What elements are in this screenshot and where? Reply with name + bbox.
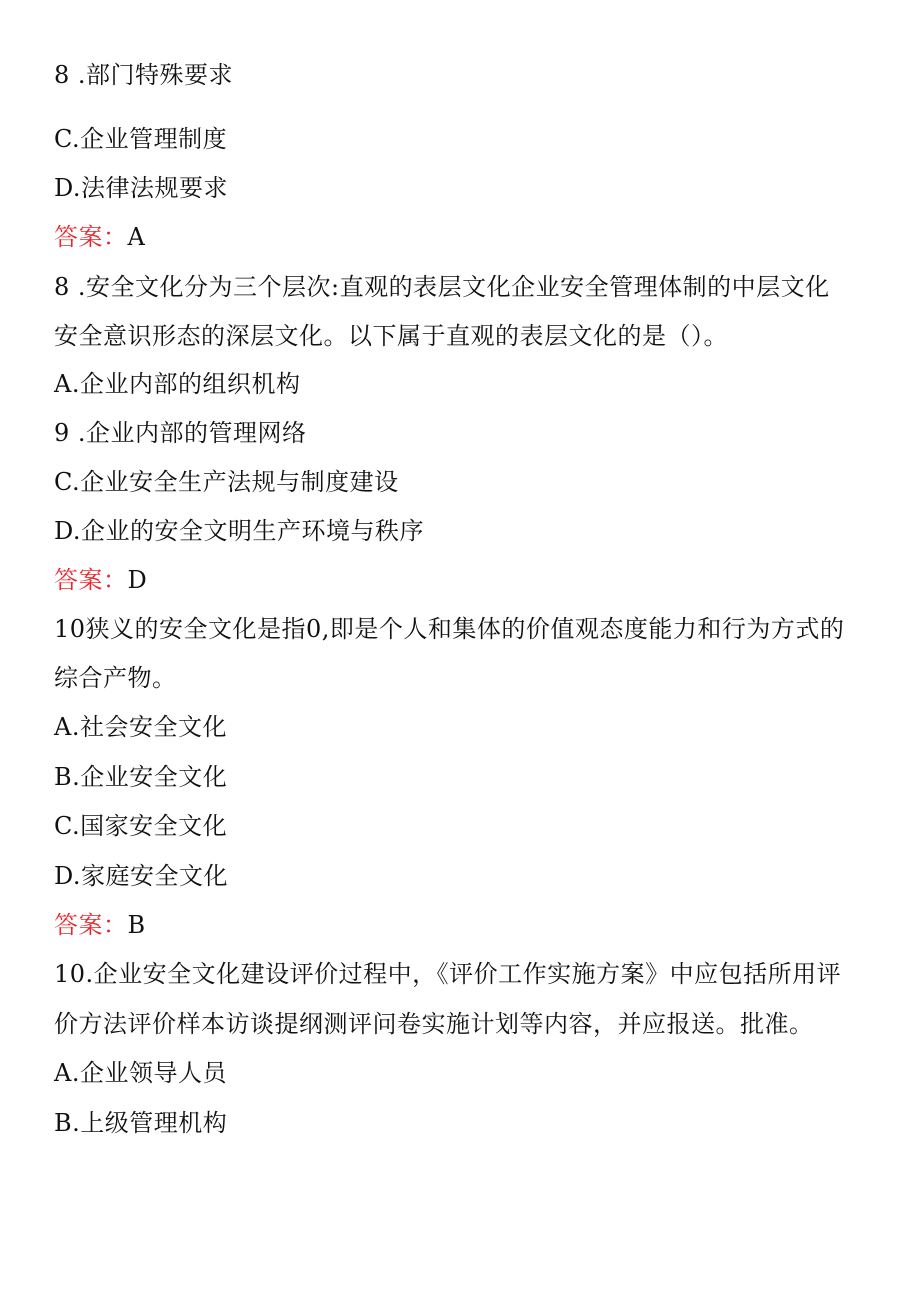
answer-line [54, 910, 146, 940]
answer-value: A [127, 223, 146, 251]
question-text: 10.企业安全文化建设评价过程中，《评价工作实施方案》中应包括所用评 [54, 960, 842, 988]
answer-line [54, 565, 147, 595]
option-c: C.国家安全文化 [54, 812, 228, 840]
option-a: A.企业内部的组织机构 [54, 370, 301, 398]
option-c: C.企业管理制度 [54, 125, 228, 153]
option-b: 9 .企业内部的管理网络 [54, 419, 307, 447]
option-a: A.企业领导人员 [54, 1059, 227, 1087]
option-c: C.企业安全生产法规与制度建设 [54, 468, 399, 496]
question-text-cont: 安全意识形态的深层文化。以下属于直观的表层文化的是（）。 [54, 322, 728, 350]
question-text: 10狭义的安全文化是指0,即是个人和集体的价值观态度能力和行为方式的 [54, 615, 845, 643]
answer-label: 答案： [54, 223, 128, 251]
question-text-cont: 价方法评价样本访谈提纲测评问卷实施计划等内容，并应报送。批准。 [54, 1010, 814, 1038]
option-d: D.法律法规要求 [54, 174, 229, 202]
option-d: D.家庭安全文化 [54, 862, 229, 890]
option-d: D.企业的安全文明生产环境与秩序 [54, 517, 425, 545]
answer-value: B [127, 911, 146, 939]
answer-label: 答案： [54, 911, 128, 939]
option-b: B.上级管理机构 [54, 1109, 228, 1137]
answer-label: 答案： [54, 566, 128, 594]
option-b: B.企业安全文化 [54, 763, 228, 791]
answer-value: D [127, 566, 148, 594]
option-a: A.社会安全文化 [54, 713, 227, 741]
option-b: 8 .部门特殊要求 [54, 61, 234, 89]
answer-line [54, 222, 145, 252]
question-text: 8 .安全文化分为三个层次:直观的表层文化企业安全管理体制的中层文化 [54, 273, 830, 301]
question-text-cont: 综合产物。 [54, 664, 177, 692]
